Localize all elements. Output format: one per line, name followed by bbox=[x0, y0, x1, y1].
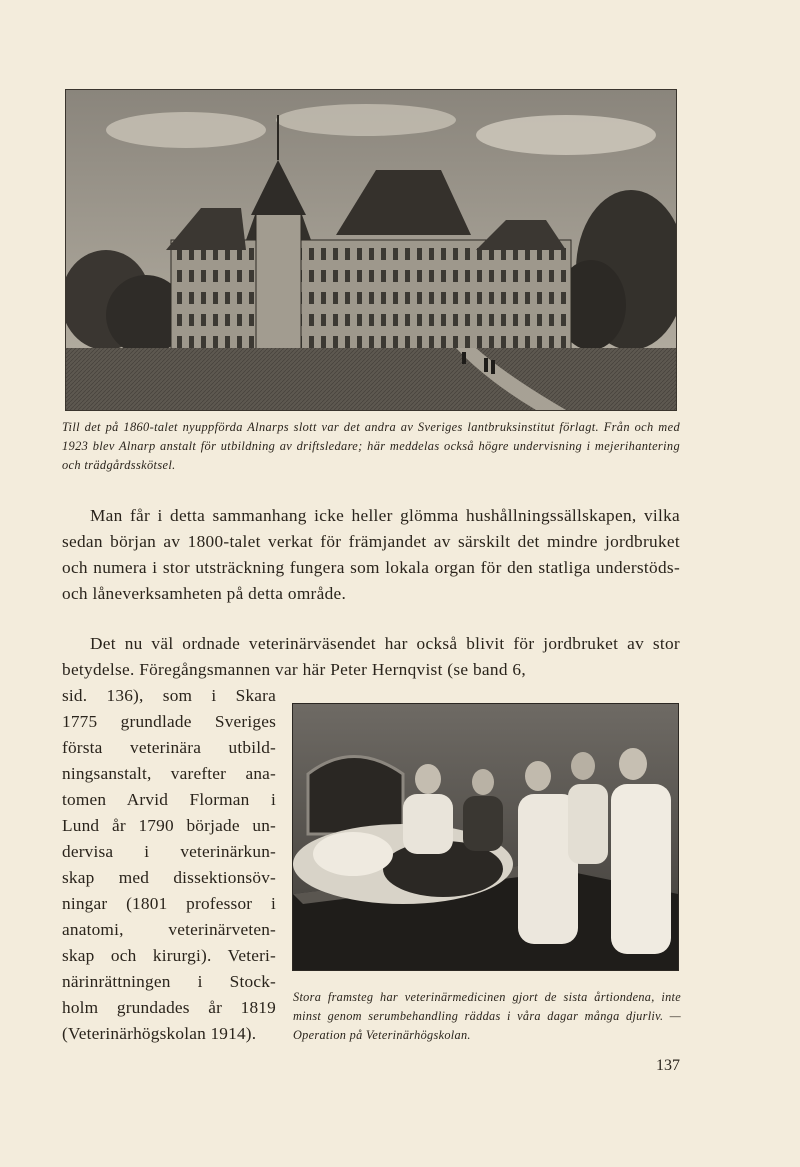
text-line: dervisa i veterinärkun- bbox=[62, 842, 276, 861]
text-line: tomen Arvid Florman i bbox=[62, 790, 276, 809]
paragraph-veterinary-intro: Det nu väl ordnade veterinärväsendet har också blivit för jordbruket av stor betydelse. Föregångsmannen var här Peter Hernqvist (se band 6, bbox=[62, 634, 680, 679]
text-line: (Veterinärhögskolan 1914). bbox=[62, 1024, 257, 1043]
castle-engraving-image bbox=[65, 89, 677, 411]
text-line: ningsanstalt, varefter ana- bbox=[62, 764, 276, 783]
text-line: första veterinära utbild- bbox=[62, 738, 276, 757]
page-number: 137 bbox=[656, 1057, 680, 1074]
text-line: sid. 136), som i Skara bbox=[62, 686, 276, 705]
text-line: holm grundades år 1819 bbox=[62, 998, 276, 1017]
figure-caption-operation: Stora framsteg har veterinärmedicinen gjort de sista årtiondena, inte minst genom serumbehandling räddas i våra dagar många djurliv. — Operation på Veterinärhögskolan. bbox=[293, 990, 681, 1042]
paragraph-husbandry-societies: Man får i detta sammanhang icke heller glömma hushållningssällskapen, vilka sedan början av 1800-talet verkat för främjandet av särskilt det mindre jordbruket och numera i stor utsträckning fungera som lokala organ för den statliga understöds- och låneverksamheten på detta område. bbox=[62, 506, 680, 603]
text-line: anatomi, veterinärveten- bbox=[62, 920, 276, 939]
figure-caption-castle: Till det på 1860-talet nyuppförda Alnarps slott var det andra av Sveriges lantbruksinstitut förlagt. Från och med 1923 blev Alnarp anstalt för utbildning av driftsledare; här meddelas också högre undervisning i mejerihantering och trädgårdsskötsel. bbox=[62, 420, 680, 472]
paragraph-veterinary-continued bbox=[62, 683, 276, 1047]
text-line: skap och kirurgi). Veteri- bbox=[62, 946, 276, 965]
text-line: ningar (1801 professor i bbox=[62, 894, 276, 913]
veterinary-operation-photo bbox=[292, 703, 679, 971]
text-line: Lund år 1790 började un- bbox=[62, 816, 276, 835]
text-line: skap med dissektionsöv- bbox=[62, 868, 276, 887]
text-line: 1775 grundlade Sveriges bbox=[62, 712, 276, 731]
text-line: närinrättningen i Stock- bbox=[62, 972, 276, 991]
